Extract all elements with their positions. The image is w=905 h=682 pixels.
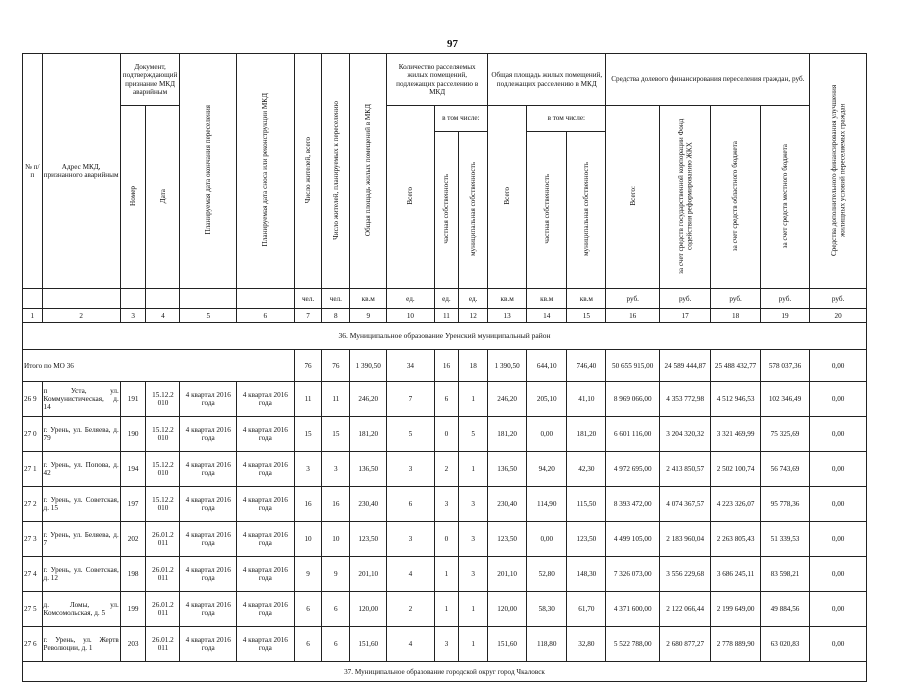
doc-date-cell: 26.01.2 011	[146, 592, 180, 627]
value-cell: 51 339,53	[760, 522, 809, 557]
header-document: Документ, подтверждающий признание МКД аварийным	[120, 54, 180, 106]
doc-number-cell: 197	[120, 487, 146, 522]
header-funding: Средства долевого финансирования переселения граждан, руб.	[606, 54, 810, 106]
value-cell: 56 743,69	[760, 452, 809, 487]
value-cell: 181,20	[567, 417, 606, 452]
unit-cell: чел.	[322, 289, 350, 309]
value-cell: 230,40	[488, 487, 527, 522]
unit-cell: руб.	[760, 289, 809, 309]
total-value-cell: 1 390,50	[488, 350, 527, 382]
doc-number-cell: 191	[120, 382, 146, 417]
value-cell: 1	[459, 452, 488, 487]
value-cell: 181,20	[350, 417, 387, 452]
value-cell: 136,50	[488, 452, 527, 487]
header-rooms-total: Всего	[387, 106, 434, 289]
value-cell: 5	[387, 417, 434, 452]
value-cell: 94,20	[527, 452, 567, 487]
header-area-private: частная собственность	[527, 132, 567, 289]
value-cell: 7	[387, 382, 434, 417]
value-cell: 2 122 066,44	[659, 592, 710, 627]
row-number-cell: 27 3	[23, 522, 43, 557]
header-fund-local: за счет средств местного бюджета	[760, 106, 809, 289]
value-cell: 0,00	[810, 452, 867, 487]
unit-cell: ед.	[387, 289, 434, 309]
resettlement-table	[22, 53, 867, 682]
value-cell: 120,00	[350, 592, 387, 627]
address-cell: г. Урень, ул. Попова, д. 42	[42, 452, 120, 487]
total-value-cell: 25 488 432,77	[711, 350, 760, 382]
value-cell: 2 199 649,00	[711, 592, 760, 627]
total-value-cell: 644,10	[527, 350, 567, 382]
planned-end-cell: 4 квартал 2016 года	[180, 487, 237, 522]
table-row	[23, 592, 867, 627]
value-cell: 120,00	[488, 592, 527, 627]
value-cell: 10	[294, 522, 322, 557]
value-cell: 123,50	[567, 522, 606, 557]
value-cell: 16	[322, 487, 350, 522]
value-cell: 2 778 889,90	[711, 627, 760, 662]
planned-end-cell: 4 квартал 2016 года	[180, 417, 237, 452]
value-cell: 114,90	[527, 487, 567, 522]
value-cell: 115,50	[567, 487, 606, 522]
value-cell: 2 502 100,74	[711, 452, 760, 487]
unit-cell: ед.	[434, 289, 459, 309]
header-living-area: Общая площадь жилых помещений в МКД	[350, 54, 387, 289]
table-row	[23, 487, 867, 522]
row-number-cell: 27 2	[23, 487, 43, 522]
column-number-cell: 2	[42, 309, 120, 323]
value-cell: 0,00	[810, 557, 867, 592]
value-cell: 3 686 245,11	[711, 557, 760, 592]
address-cell: г. Урень, ул. Жертв Революции, д. 1	[42, 627, 120, 662]
value-cell: 4 512 946,53	[711, 382, 760, 417]
header-doc-number: Номер	[120, 106, 146, 289]
planned-end-cell: 4 квартал 2016 года	[180, 382, 237, 417]
value-cell: 4 353 772,98	[659, 382, 710, 417]
column-number-cell: 4	[146, 309, 180, 323]
doc-number-cell: 203	[120, 627, 146, 662]
column-number-cell: 11	[434, 309, 459, 323]
value-cell: 9	[322, 557, 350, 592]
value-cell: 32,80	[567, 627, 606, 662]
header-area-incl: в том числе:	[527, 106, 606, 132]
total-value-cell: 16	[434, 350, 459, 382]
value-cell: 102 346,49	[760, 382, 809, 417]
value-cell: 0,00	[810, 522, 867, 557]
planned-end-cell: 4 квартал 2016 года	[180, 592, 237, 627]
value-cell: 8 393 472,00	[606, 487, 660, 522]
unit-cell: руб.	[711, 289, 760, 309]
doc-number-cell: 194	[120, 452, 146, 487]
section-title-37: 37. Муниципальное образование городской округ город Чкаловск	[23, 662, 867, 682]
planned-demolition-cell: 4 квартал 2016 года	[237, 522, 295, 557]
column-number-cell: 5	[180, 309, 237, 323]
column-number-cell: 6	[237, 309, 295, 323]
total-row	[23, 350, 867, 382]
unit-cell: кв.м	[350, 289, 387, 309]
value-cell: 0	[434, 417, 459, 452]
header-area-total: Всего	[488, 106, 527, 289]
value-cell: 6	[322, 627, 350, 662]
row-number-cell: 27 5	[23, 592, 43, 627]
value-cell: 148,30	[567, 557, 606, 592]
doc-date-cell: 26.01.2 011	[146, 627, 180, 662]
column-number-cell: 16	[606, 309, 660, 323]
address-cell: г. Урень, ул. Советская, д. 12	[42, 557, 120, 592]
value-cell: 1	[459, 627, 488, 662]
value-cell: 246,20	[488, 382, 527, 417]
value-cell: 4 074 367,57	[659, 487, 710, 522]
unit-cell: чел.	[294, 289, 322, 309]
value-cell: 15	[322, 417, 350, 452]
doc-date-cell: 15.12.2 010	[146, 452, 180, 487]
row-number-cell: 26 9	[23, 382, 43, 417]
total-value-cell: 24 589 444,87	[659, 350, 710, 382]
doc-date-cell: 15.12.2 010	[146, 417, 180, 452]
doc-date-cell: 26.01.2 011	[146, 522, 180, 557]
column-number-cell: 20	[810, 309, 867, 323]
value-cell: 4 223 326,07	[711, 487, 760, 522]
unit-cell: руб.	[810, 289, 867, 309]
value-cell: 4	[387, 557, 434, 592]
value-cell: 136,50	[350, 452, 387, 487]
header-area-municipal: муниципальная собственность	[567, 132, 606, 289]
planned-end-cell: 4 квартал 2016 года	[180, 522, 237, 557]
header-rooms-incl: в том числе:	[434, 106, 488, 132]
planned-end-cell: 4 квартал 2016 года	[180, 557, 237, 592]
header-fund-corp: за счет средств государственной корпорации Фонд содействия реформированию ЖКХ	[659, 106, 710, 289]
value-cell: 3	[322, 452, 350, 487]
column-number-cell: 10	[387, 309, 434, 323]
table-row	[23, 452, 867, 487]
value-cell: 9	[294, 557, 322, 592]
value-cell: 1	[459, 382, 488, 417]
header-residents-planned: Число жителей, планируемых к переселению	[322, 54, 350, 289]
value-cell: 52,80	[527, 557, 567, 592]
header-rooms-private: частная собственность	[434, 132, 459, 289]
value-cell: 1	[434, 592, 459, 627]
value-cell: 1	[434, 557, 459, 592]
value-cell: 6	[294, 592, 322, 627]
doc-date-cell: 26.01.2 011	[146, 557, 180, 592]
units-row	[23, 289, 867, 309]
value-cell: 2 183 960,04	[659, 522, 710, 557]
row-number-cell: 27 6	[23, 627, 43, 662]
value-cell: 0,00	[810, 592, 867, 627]
row-number-cell: 27 4	[23, 557, 43, 592]
column-number-cell: 8	[322, 309, 350, 323]
value-cell: 181,20	[488, 417, 527, 452]
value-cell: 6	[434, 382, 459, 417]
planned-demolition-cell: 4 квартал 2016 года	[237, 417, 295, 452]
row-number-cell: 27 1	[23, 452, 43, 487]
address-cell: г. Урень, ул. Советская, д. 15	[42, 487, 120, 522]
value-cell: 118,80	[527, 627, 567, 662]
header-residents-total: Число жителей, всего	[294, 54, 322, 289]
header-extra-funding: Средства дополнительного финансирования улучшения жилищных условий переселяемых граждан	[810, 54, 867, 289]
value-cell: 1	[459, 592, 488, 627]
value-cell: 0,00	[810, 382, 867, 417]
doc-number-cell: 199	[120, 592, 146, 627]
value-cell: 4 371 600,00	[606, 592, 660, 627]
header-address: Адрес МКД, признанного аварийным	[42, 54, 120, 289]
value-cell: 3	[434, 487, 459, 522]
value-cell: 41,10	[567, 382, 606, 417]
header-funding-total: Всего:	[606, 106, 660, 289]
value-cell: 4	[387, 627, 434, 662]
value-cell: 201,10	[488, 557, 527, 592]
value-cell: 6	[322, 592, 350, 627]
value-cell: 5 522 788,00	[606, 627, 660, 662]
row-number-cell: 27 0	[23, 417, 43, 452]
value-cell: 4 972 695,00	[606, 452, 660, 487]
value-cell: 151,60	[488, 627, 527, 662]
value-cell: 6	[294, 627, 322, 662]
value-cell: 11	[322, 382, 350, 417]
doc-number-cell: 198	[120, 557, 146, 592]
column-number-cell: 14	[527, 309, 567, 323]
section-title-36: 36. Муниципальное образование Уренский муниципальный район	[23, 323, 867, 350]
header-planned-demolition: Планируемая дата сноса или реконструкции МКД	[237, 54, 295, 289]
value-cell: 205,10	[527, 382, 567, 417]
column-number-cell: 13	[488, 309, 527, 323]
value-cell: 5	[459, 417, 488, 452]
value-cell: 75 325,69	[760, 417, 809, 452]
unit-cell: кв.м	[527, 289, 567, 309]
value-cell: 2 263 805,43	[711, 522, 760, 557]
value-cell: 2 413 850,57	[659, 452, 710, 487]
value-cell: 2 680 877,27	[659, 627, 710, 662]
planned-end-cell: 4 квартал 2016 года	[180, 627, 237, 662]
value-cell: 63 020,83	[760, 627, 809, 662]
header-planned-end: Планируемая дата окончания переселения	[180, 54, 237, 289]
unit-cell: кв.м	[488, 289, 527, 309]
value-cell: 3 321 469,99	[711, 417, 760, 452]
value-cell: 16	[294, 487, 322, 522]
value-cell: 6	[387, 487, 434, 522]
value-cell: 6 601 116,00	[606, 417, 660, 452]
column-number-cell: 9	[350, 309, 387, 323]
total-value-cell: 746,40	[567, 350, 606, 382]
value-cell: 3	[459, 557, 488, 592]
header-area-resettle: Общая площадь жилых помещений, подлежащих расселению в МКД	[488, 54, 606, 106]
table-row	[23, 417, 867, 452]
value-cell: 0,00	[527, 522, 567, 557]
value-cell: 0,00	[810, 417, 867, 452]
column-number-cell: 15	[567, 309, 606, 323]
column-number-cell: 7	[294, 309, 322, 323]
address-cell: г. Урень, ул. Беляева, д. 7	[42, 522, 120, 557]
table-row	[23, 557, 867, 592]
planned-demolition-cell: 4 квартал 2016 года	[237, 452, 295, 487]
total-value-cell: 18	[459, 350, 488, 382]
table-row	[23, 382, 867, 417]
header-rooms-municipal: муниципальная собственность	[459, 132, 488, 289]
column-number-cell: 12	[459, 309, 488, 323]
total-label: Итого по МО 36	[23, 350, 295, 382]
value-cell: 3	[294, 452, 322, 487]
planned-demolition-cell: 4 квартал 2016 года	[237, 487, 295, 522]
value-cell: 3 556 229,68	[659, 557, 710, 592]
planned-demolition-cell: 4 квартал 2016 года	[237, 557, 295, 592]
doc-number-cell: 202	[120, 522, 146, 557]
value-cell: 58,30	[527, 592, 567, 627]
value-cell: 3	[459, 487, 488, 522]
total-value-cell: 578 037,36	[760, 350, 809, 382]
address-cell: п Уста, ул. Коммунистическая, д. 14	[42, 382, 120, 417]
value-cell: 2	[434, 452, 459, 487]
value-cell: 246,20	[350, 382, 387, 417]
value-cell: 11	[294, 382, 322, 417]
value-cell: 49 884,56	[760, 592, 809, 627]
value-cell: 151,60	[350, 627, 387, 662]
unit-cell: руб.	[659, 289, 710, 309]
value-cell: 3	[434, 627, 459, 662]
unit-cell: кв.м	[567, 289, 606, 309]
value-cell: 7 326 073,00	[606, 557, 660, 592]
value-cell: 2	[387, 592, 434, 627]
total-value-cell: 34	[387, 350, 434, 382]
value-cell: 0,00	[810, 627, 867, 662]
unit-cell: руб.	[606, 289, 660, 309]
address-cell: д. Ломы, ул. Комсомольская, д. 5	[42, 592, 120, 627]
value-cell: 3	[387, 522, 434, 557]
value-cell: 123,50	[350, 522, 387, 557]
value-cell: 95 778,36	[760, 487, 809, 522]
value-cell: 0	[434, 522, 459, 557]
value-cell: 123,50	[488, 522, 527, 557]
value-cell: 3	[387, 452, 434, 487]
page-number: 97	[447, 38, 458, 50]
doc-date-cell: 15.12.2 010	[146, 487, 180, 522]
total-value-cell: 1 390,50	[350, 350, 387, 382]
value-cell: 3 204 320,32	[659, 417, 710, 452]
total-value-cell: 76	[294, 350, 322, 382]
column-number-cell: 17	[659, 309, 710, 323]
value-cell: 201,10	[350, 557, 387, 592]
planned-demolition-cell: 4 квартал 2016 года	[237, 592, 295, 627]
value-cell: 230,40	[350, 487, 387, 522]
value-cell: 8 969 066,00	[606, 382, 660, 417]
header-num: № п/п	[23, 54, 43, 289]
header-doc-date: Дата	[146, 106, 180, 289]
unit-cell: ед.	[459, 289, 488, 309]
value-cell: 42,30	[567, 452, 606, 487]
column-number-cell: 1	[23, 309, 43, 323]
value-cell: 4 499 105,00	[606, 522, 660, 557]
total-value-cell: 0,00	[810, 350, 867, 382]
doc-date-cell: 15.12.2 010	[146, 382, 180, 417]
column-number-cell: 19	[760, 309, 809, 323]
column-numbers-row	[23, 309, 867, 323]
total-value-cell: 76	[322, 350, 350, 382]
doc-number-cell: 190	[120, 417, 146, 452]
table-row	[23, 627, 867, 662]
planned-demolition-cell: 4 квартал 2016 года	[237, 627, 295, 662]
header-rooms-count: Количество расселяемых жилых помещений, подлежащих расселению в МКД	[387, 54, 488, 106]
value-cell: 10	[322, 522, 350, 557]
address-cell: г. Урень, ул. Беляева, д. 79	[42, 417, 120, 452]
value-cell: 0,00	[810, 487, 867, 522]
total-value-cell: 50 655 915,00	[606, 350, 660, 382]
planned-demolition-cell: 4 квартал 2016 года	[237, 382, 295, 417]
value-cell: 0,00	[527, 417, 567, 452]
value-cell: 83 598,21	[760, 557, 809, 592]
value-cell: 61,70	[567, 592, 606, 627]
table-row	[23, 522, 867, 557]
column-number-cell: 3	[120, 309, 146, 323]
value-cell: 3	[459, 522, 488, 557]
column-number-cell: 18	[711, 309, 760, 323]
planned-end-cell: 4 квартал 2016 года	[180, 452, 237, 487]
header-fund-region: за счет средств областного бюджета	[711, 106, 760, 289]
value-cell: 15	[294, 417, 322, 452]
